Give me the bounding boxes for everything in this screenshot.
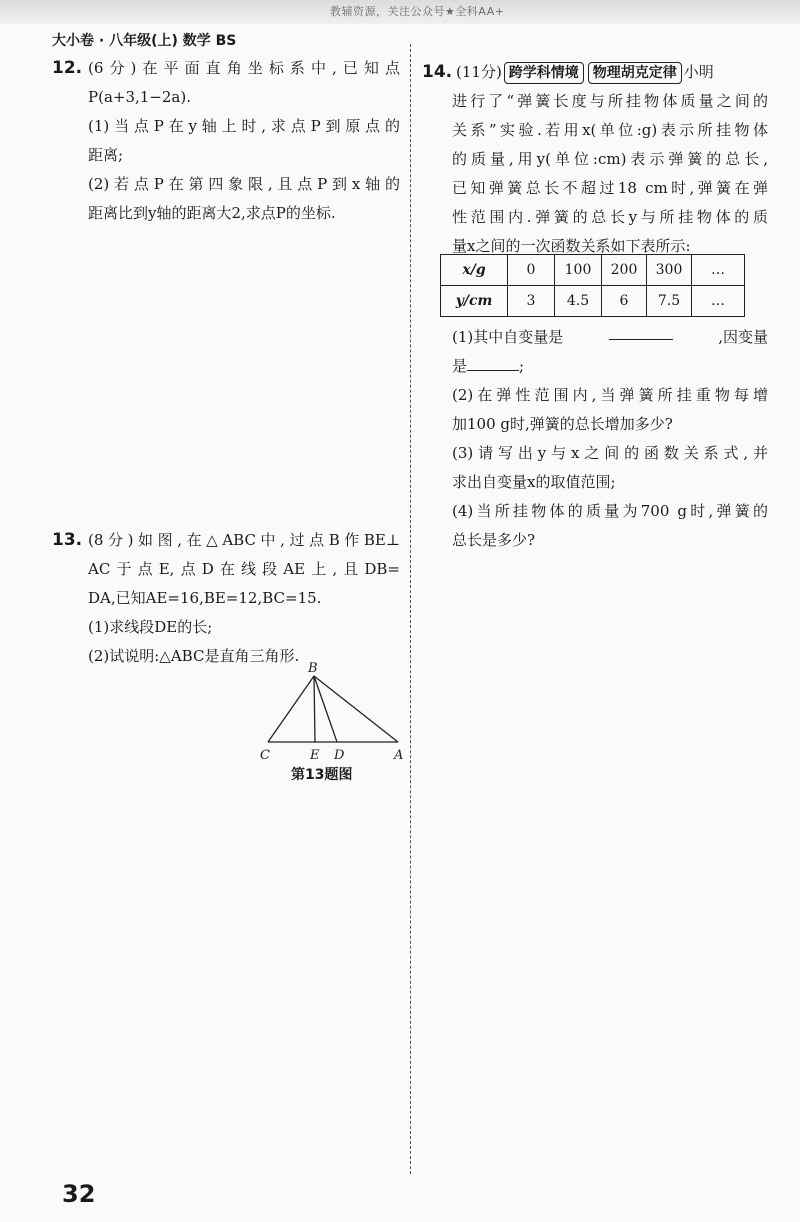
q14-sub1-text: ,因变量 — [718, 328, 768, 346]
q14-line: 性范围内.弹簧的总长y与所挂物体的质 — [452, 208, 768, 226]
label-A: A — [394, 748, 404, 763]
column-divider — [410, 44, 411, 1174]
table-cell: 100 — [555, 255, 602, 286]
label-D: D — [334, 748, 345, 763]
label-B: B — [308, 661, 318, 676]
q14-line: 求出自变量x的取值范围; — [452, 473, 616, 491]
answer-blank-dependent[interactable] — [467, 354, 519, 371]
q13-line: DA,已知AE=16,BE=12,BC=15. — [88, 589, 322, 607]
segment-BD — [314, 676, 337, 742]
q14-subquestions — [452, 323, 768, 555]
page-number: 32 — [62, 1180, 96, 1208]
q14-line: 总长是多少? — [452, 531, 536, 549]
table-cell: y/cm — [441, 286, 508, 317]
table-cell: x/g — [441, 255, 508, 286]
q12-line: (2)若点P在第四象限,且点P到x轴的 — [88, 175, 400, 193]
q13-text — [88, 526, 400, 671]
q14-sub1-text: (1)其中自变量是 — [452, 328, 564, 346]
q14-number: 14. — [422, 62, 453, 82]
table-cell: 6 — [602, 286, 647, 317]
segment-BA — [314, 676, 398, 742]
table-cell: … — [692, 255, 745, 286]
q14-line: 加100 g时,弹簧的总长增加多少? — [452, 415, 673, 433]
q14-sub1-cont — [452, 352, 768, 381]
label-E: E — [310, 748, 320, 763]
tag-cross-discipline: 跨学科情境 — [504, 62, 584, 84]
q14-line: (3)请写出y与x之间的函数关系式,并 — [452, 444, 768, 462]
answer-blank-independent[interactable] — [609, 323, 673, 340]
q14-line: (2)在弹性范围内,当弹簧所挂重物每增 — [452, 386, 768, 404]
q12-line: (6分)在平面直角坐标系中,已知点 — [88, 59, 400, 77]
watermark: 教辅资源，关注公众号★全科AA+ — [330, 5, 505, 18]
table-cell: 3 — [508, 286, 555, 317]
table-cell: 7.5 — [647, 286, 692, 317]
q13-line: (2)试说明:△ABC是直角三角形. — [88, 647, 300, 665]
q12-text — [88, 54, 400, 228]
q14-line: 进行了“弹簧长度与所挂物体质量之间的 — [452, 92, 768, 110]
label-C: C — [260, 748, 270, 763]
table-cell: 300 — [647, 255, 692, 286]
table-cell: 0 — [508, 255, 555, 286]
q14-line: 的质量,用y(单位:cm)表示弹簧的总长, — [452, 150, 768, 168]
q14-line: 量x之间的一次函数关系如下表所示: — [452, 237, 691, 255]
table-row — [441, 286, 745, 317]
q14-first-line — [456, 58, 768, 87]
segment-BC — [268, 676, 314, 742]
q12-line: P(a+3,1−2a). — [88, 88, 191, 106]
q14-sub1-text: ; — [519, 357, 525, 375]
q13-triangle-figure — [258, 660, 418, 764]
q14-sub1-text: 是 — [452, 357, 468, 375]
q12-line: (1)当点P在y轴上时,求点P到原点的 — [88, 117, 400, 135]
q14-sub1 — [452, 323, 768, 352]
q14-body — [452, 87, 768, 261]
table-cell: 4.5 — [555, 286, 602, 317]
q13-number: 13. — [52, 530, 83, 550]
table-cell: 200 — [602, 255, 647, 286]
q12-line: 距离比到y轴的距离大2,求点P的坐标. — [88, 204, 336, 222]
q13-line: AC于点E,点D在线段AE上,且DB= — [88, 560, 400, 578]
q12-number: 12. — [52, 58, 83, 78]
segment-BE — [314, 676, 315, 742]
q14-line: 已知弹簧总长不超过18 cm时,弹簧在弹 — [452, 179, 768, 197]
q13-line: (1)求线段DE的长; — [88, 618, 213, 636]
q12-line: 距离; — [88, 146, 124, 164]
q13-line: (8分)如图,在△ABC中,过点B作BE⊥ — [88, 531, 400, 549]
table-row — [441, 255, 745, 286]
spring-data-table — [440, 254, 745, 317]
q13-figure-caption: 第13题图 — [291, 767, 353, 783]
q14-line: (4)当所挂物体的质量为700 g时,弹簧的 — [452, 502, 768, 520]
q14-score: (11分) — [456, 63, 502, 81]
q14-text — [456, 58, 768, 87]
q14-line-tail: 小明 — [683, 63, 714, 81]
table-cell: … — [692, 286, 745, 317]
q14-line: 关系”实验.若用x(单位:g)表示所挂物体 — [452, 121, 768, 139]
page-header: 大小卷 · 八年级(上) 数学 BS — [52, 33, 237, 49]
tag-hookes-law: 物理胡克定律 — [588, 62, 682, 84]
